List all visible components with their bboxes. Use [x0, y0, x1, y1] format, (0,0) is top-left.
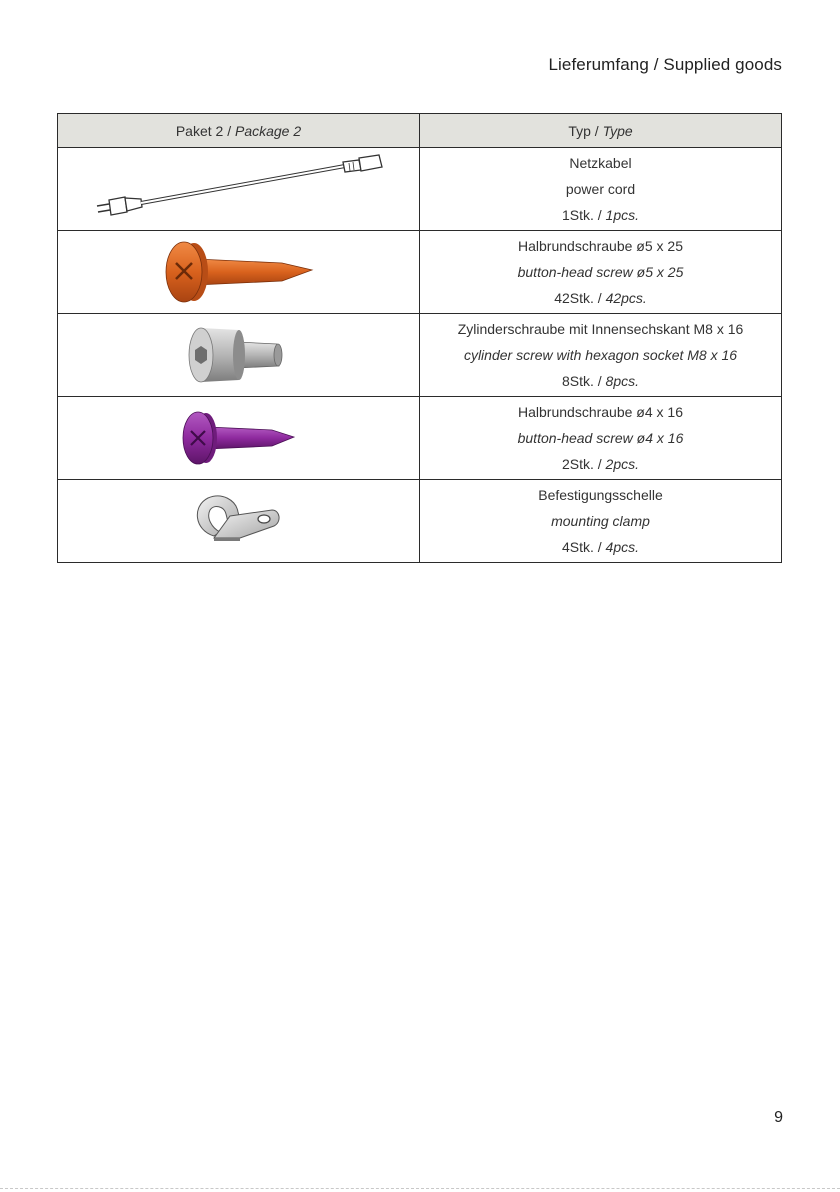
column-header-type-de: Typ — [568, 122, 591, 139]
item-description-cell — [420, 148, 782, 231]
item-quantity-de: 4Stk. — [561, 539, 594, 555]
column-header-package-de: Paket 2 — [175, 122, 224, 139]
item-name-en: cylinder screw with hexagon socket M8 x 16 — [463, 347, 738, 363]
item-description-cell — [420, 231, 782, 314]
item-image-cell — [58, 480, 420, 563]
table-row — [58, 397, 782, 480]
item-image-cell — [58, 231, 420, 314]
item-description-cell — [420, 314, 782, 397]
item-name-en: button-head screw ø5 x 25 — [517, 264, 684, 280]
page-title: Lieferumfang / Supplied goods — [548, 55, 782, 74]
item-image-cell — [58, 148, 420, 231]
item-quantity-en: 1pcs. — [605, 207, 640, 223]
item-name-en: mounting clamp — [551, 513, 650, 529]
item-quantity — [420, 368, 781, 394]
item-image-cell — [58, 314, 420, 397]
column-header-package-sep: / — [223, 122, 235, 139]
item-quantity-de: 1Stk. — [561, 207, 594, 223]
table-row — [58, 148, 782, 231]
supplied-goods-table — [57, 113, 782, 563]
page-number: 9 — [774, 1109, 783, 1126]
item-name-de: Halbrundschraube ø4 x 16 — [518, 404, 683, 420]
item-quantity — [420, 451, 781, 477]
table-header-row — [58, 114, 782, 148]
item-quantity-de: 2Stk. — [561, 456, 594, 472]
item-name-de: Netzkabel — [569, 155, 632, 171]
column-header-type — [420, 114, 782, 148]
item-quantity — [420, 534, 781, 560]
column-header-type-sep: / — [590, 122, 603, 139]
item-quantity-en: 42pcs. — [605, 290, 647, 306]
power-cord-icon — [89, 154, 389, 224]
table-row — [58, 314, 782, 397]
item-quantity-de: 8Stk. — [561, 373, 594, 389]
purple-button-head-screw-icon — [174, 403, 304, 473]
page-bottom-rule — [0, 1188, 840, 1189]
item-name-en: button-head screw ø4 x 16 — [517, 430, 684, 446]
item-quantity-sep: / — [593, 539, 606, 555]
item-image-cell — [58, 397, 420, 480]
item-quantity-en: 4pcs. — [605, 539, 640, 555]
item-quantity-de: 42Stk. — [554, 290, 594, 306]
table-row — [58, 480, 782, 563]
item-name-de: Zylinderschraube mit Innensechskant M8 x 16 — [457, 321, 744, 337]
item-quantity-sep: / — [593, 207, 606, 223]
column-header-type-en: Type — [602, 122, 633, 139]
item-name-en: power cord — [565, 181, 636, 197]
column-header-package-en: Package 2 — [234, 122, 302, 139]
item-quantity-sep: / — [593, 456, 606, 472]
item-quantity — [420, 285, 781, 311]
item-quantity-sep: / — [593, 290, 606, 306]
mounting-clamp-icon — [184, 486, 294, 556]
table-row — [58, 231, 782, 314]
hex-socket-cylinder-screw-icon — [179, 320, 299, 390]
item-quantity-sep: / — [593, 373, 606, 389]
item-quantity — [420, 202, 781, 228]
item-quantity-en: 8pcs. — [605, 373, 640, 389]
item-name-de: Halbrundschraube ø5 x 25 — [518, 238, 683, 254]
item-quantity-en: 2pcs. — [605, 456, 640, 472]
item-description-cell — [420, 397, 782, 480]
item-description-cell — [420, 480, 782, 563]
orange-button-head-screw-icon — [154, 237, 324, 307]
column-header-package — [58, 114, 420, 148]
item-name-de: Befestigungsschelle — [538, 487, 663, 503]
